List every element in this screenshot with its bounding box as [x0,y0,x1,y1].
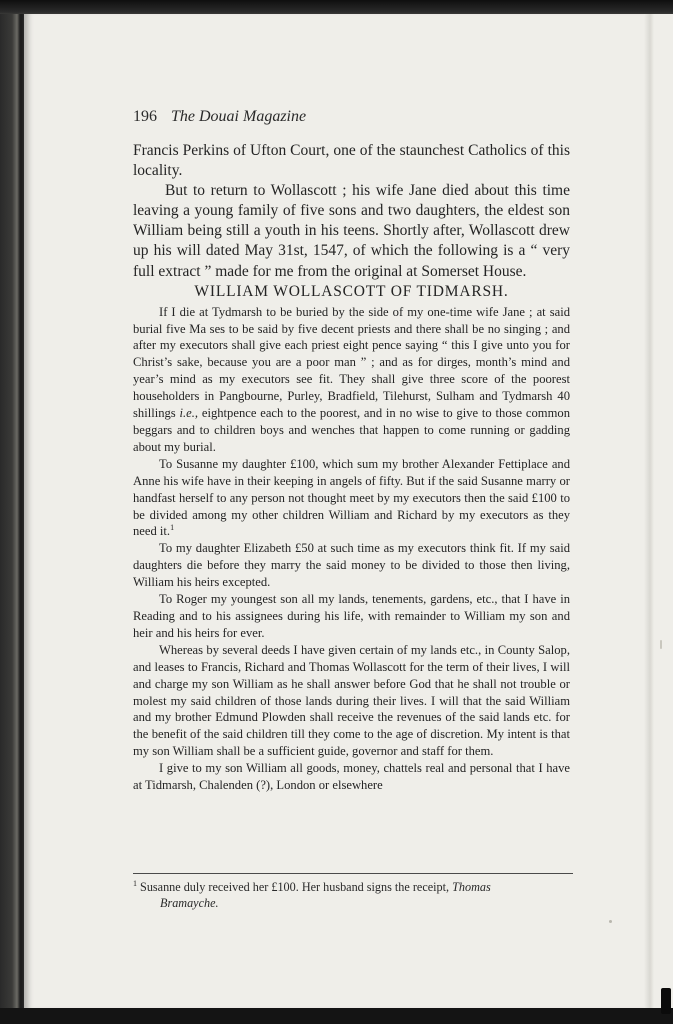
will-paragraph: I give to my son William all goods, money, chattels real and personal that I have at Tidmarsh, Chalenden (?), London or elsewhere [133,761,570,793]
footnote-ref: 1 [170,523,175,533]
footnote-text: Susanne duly received her £100. Her husband signs the receipt, [137,880,450,894]
paragraph: But to return to Wollascott ; his wife Jane died about this time leaving a young family of five sons and two daughters, the eldest son William being still a youth in his teens. Shortly after, Wollascott drew up his will dated May 31st, 1547, of which the following is a “ very full extract ” made for me from the original at Somerset House. [133,182,570,280]
scan-top-border [0,0,673,14]
will-text: If I die at Tydmarsh to be buried by the side of my one-time wife Jane ; at said burial five Ma ses to be said by five decent priests and there shall be no singing ; and after my executors shall give each priest eight pence saying “ this I give unto you for Christ’s sake, because you are a poor man ” ; and as for dirges, month’s mind and year’s mind as my executors see fit. They shall give three score of the poorest householders in Pangbourne, Purley, Bradfield, Tilehurst, Sulham and Tydmarsh 40 shillings [133,304,570,421]
will-text: eightpence each to the poorest, and in no wise to give to those common beggars and to children boys and wenches that happen to come running or gadding about my burial. [133,406,570,454]
page-edge [644,14,673,1008]
footnote [133,880,573,911]
running-head [133,108,306,126]
will-paragraph [133,304,570,456]
footnote-rule [133,873,573,874]
footnote-signature-first: Thomas [452,880,491,894]
will-text-italic: i.e., [179,406,199,421]
page-number: 196 [133,108,157,125]
will-paragraph [133,456,570,541]
magazine-title: The Douai Magazine [171,108,307,125]
section-heading: WILLIAM WOLLASCOTT OF TIDMARSH. [194,282,509,300]
will-text: To Susanne my daughter £100, which sum my brother Alexander Fettiplace and Anne his wife have in their keeping in angels of fifty. But if the said Susanne marry or handfast herself to any person not thought meet by my executors then the said £100 to be divided among my other children William and Richard by my executors as they need it. [133,456,570,539]
paragraph: Francis Perkins of Ufton Court, one of the staunchest Catholics of this locality. [133,142,570,180]
will-paragraph: To Roger my youngest son all my lands, tenements, gardens, etc., that I have in Reading and to his assignees during his life, with remainder to William my son and heir and his heirs for ever. [133,592,570,640]
paper-speck [609,920,612,923]
binding-clip [661,988,671,1014]
footnote-marker: 1 [133,878,137,888]
will-paragraph: Whereas by several deeds I have given certain of my lands etc., in County Salop, and leases to Francis, Richard and Thomas Wollascott for the term of their lives, I will and charge my son William as he shall answer before God that he shall not trouble or molest my said children of those lands during their lives. I will that the said William and my brother Edmund Plowden shall receive the revenues of the said lands etc. for the benefit of the said children till they come to the age of discretion. My intent is that my son William shall be a sufficient guide, governor and staff for them. [133,642,570,759]
footnote-signature-last: Bramayche. [160,895,219,910]
scan-bottom-border [0,1008,673,1024]
paper-speck [660,640,662,649]
will-paragraph: To my daughter Elizabeth £50 at such time as my executors think fit. If my said daughters die before they marry the said money to be divided to those then living, William his heirs excepted. [133,541,570,590]
article-body [133,141,570,794]
